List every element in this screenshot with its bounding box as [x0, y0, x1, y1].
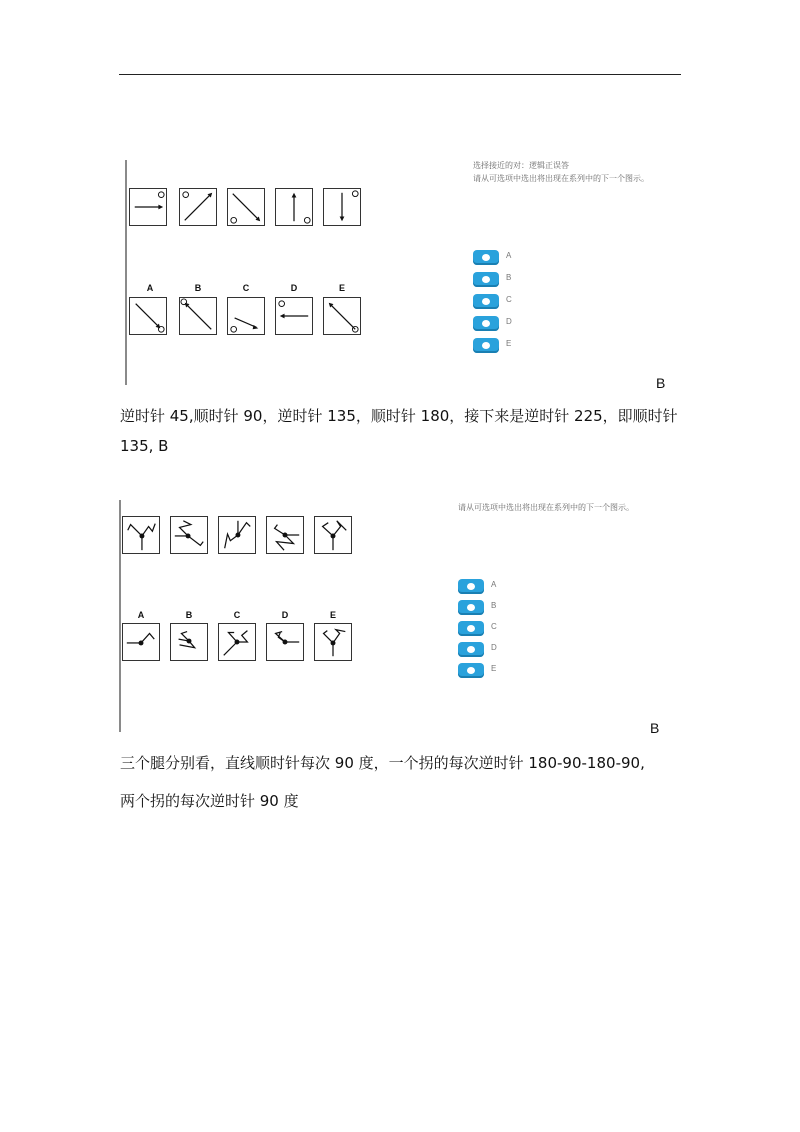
- q2-answer-option-c-label: C: [491, 622, 497, 631]
- q1-option-letter-c: C: [242, 283, 250, 293]
- q1-option-tile-b: [179, 297, 217, 335]
- q2-answer-option-b-label: B: [491, 601, 497, 610]
- q1-option-tile-c: [227, 297, 265, 335]
- screenshot-left-border: [119, 500, 121, 732]
- q1-option-letter-b: B: [194, 283, 202, 293]
- q1-answer-option-a-label: A: [506, 251, 512, 260]
- q2-option-tile-c: [218, 623, 256, 661]
- q2-option-letter-a: A: [137, 610, 145, 620]
- q2-answer: B: [650, 720, 660, 736]
- q1-explanation: 逆时针 45,顺时针 90，逆时针 135，顺时针 180，接下来是逆时针 225，即顺时针 135, B: [120, 407, 678, 455]
- radio-button-icon[interactable]: [458, 579, 484, 594]
- q2-answer-option-d-label: D: [491, 643, 497, 652]
- q2-option-tile-b: [170, 623, 208, 661]
- q1-prompt-top-text: 选择接近的对：逻辑正误答: [473, 161, 569, 170]
- q2-option-letter-d: D: [281, 610, 289, 620]
- radio-button-icon[interactable]: [473, 272, 499, 287]
- q2-answer-option-e-label: E: [491, 664, 497, 673]
- radio-button-icon[interactable]: [473, 316, 499, 331]
- q1-sequence-tile-5: [323, 188, 361, 226]
- q1-option-letter-e: E: [338, 283, 345, 293]
- radio-button-icon[interactable]: [473, 338, 499, 353]
- q1-option-tile-d: [275, 297, 313, 335]
- radio-button-icon[interactable]: [473, 250, 499, 265]
- q2-answer-option-a-label: A: [491, 580, 497, 589]
- radio-button-icon[interactable]: [458, 621, 484, 636]
- q2-explanation-line-2: 两个拐的每次逆时针 90 度: [120, 792, 299, 810]
- q2-option-tile-e: [314, 623, 352, 661]
- q2-option-letter-b: B: [185, 610, 193, 620]
- radio-button-icon[interactable]: [458, 642, 484, 657]
- q1-prompt: 请从可选项中选出将出现在系列中的下一个图示。: [473, 174, 649, 183]
- q2-explanation-line-1: 三个腿分别看，直线顺时针每次 90 度，一个拐的每次逆时针 180-90-180-90,: [120, 754, 645, 772]
- header-rule: [119, 74, 681, 75]
- q1-sequence-tile-1: [129, 188, 167, 226]
- q1-answer: B: [656, 375, 666, 391]
- question-1-screenshot: [125, 160, 685, 390]
- q1-option-letter-d: D: [290, 283, 298, 293]
- question-2-screenshot: [119, 500, 679, 735]
- q1-prompt-cropped: [473, 160, 569, 170]
- radio-button-icon[interactable]: [458, 600, 484, 615]
- q1-answer-option-e-label: E: [506, 339, 512, 348]
- q2-option-letter-e: E: [329, 610, 336, 620]
- q2-sequence-tile-2: [170, 516, 208, 554]
- q2-option-letter-c: C: [233, 610, 241, 620]
- q1-sequence-tile-2: [179, 188, 217, 226]
- q2-option-tile-d: [266, 623, 304, 661]
- screenshot-left-border: [125, 160, 127, 385]
- q2-sequence-tile-3: [218, 516, 256, 554]
- q1-answer-option-d-label: D: [506, 317, 512, 326]
- q1-answer-option-c-label: C: [506, 295, 512, 304]
- q2-prompt: 请从可选项中选出将出现在系列中的下一个图示。: [458, 503, 634, 512]
- q2-sequence-tile-5: [314, 516, 352, 554]
- radio-button-icon[interactable]: [473, 294, 499, 309]
- q1-option-tile-e: [323, 297, 361, 335]
- q1-option-letter-a: A: [146, 283, 154, 293]
- radio-button-icon[interactable]: [458, 663, 484, 678]
- q2-sequence-tile-4: [266, 516, 304, 554]
- q1-answer-option-b-label: B: [506, 273, 512, 282]
- q2-option-tile-a: [122, 623, 160, 661]
- q1-option-tile-a: [129, 297, 167, 335]
- q1-sequence-tile-4: [275, 188, 313, 226]
- q2-sequence-tile-1: [122, 516, 160, 554]
- q1-sequence-tile-3: [227, 188, 265, 226]
